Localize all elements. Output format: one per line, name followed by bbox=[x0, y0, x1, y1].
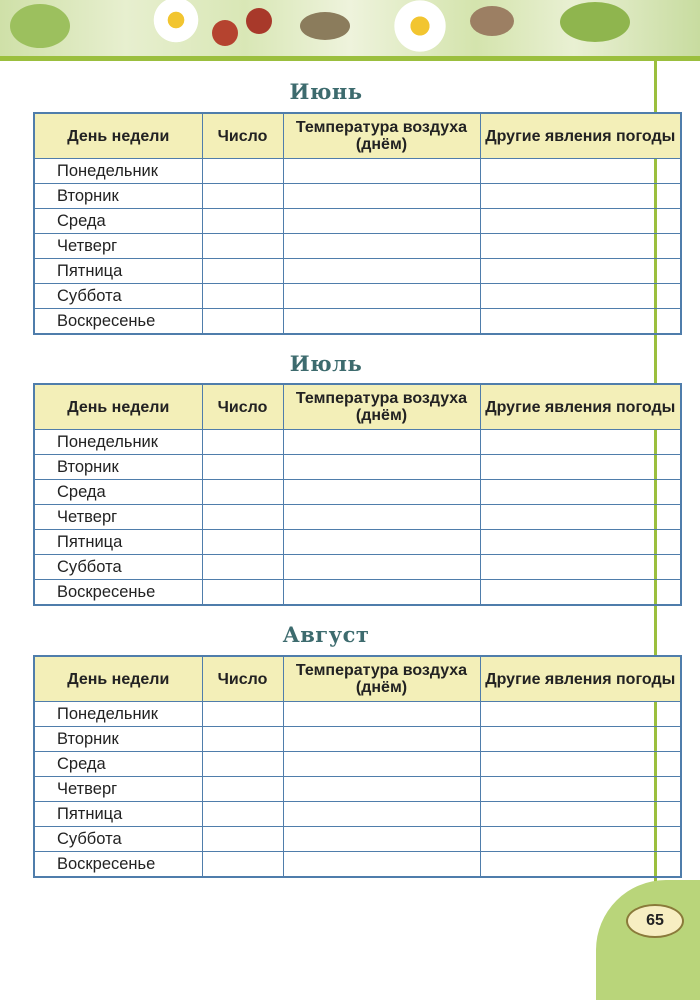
table-row bbox=[34, 802, 681, 827]
table-row bbox=[34, 159, 681, 184]
temperature-cell[interactable] bbox=[283, 827, 480, 852]
column-header-day: День недели bbox=[34, 384, 202, 430]
table-row bbox=[34, 827, 681, 852]
table-row bbox=[34, 455, 681, 480]
number-cell[interactable] bbox=[202, 184, 283, 209]
temperature-cell[interactable] bbox=[283, 309, 480, 335]
other-cell[interactable] bbox=[480, 777, 681, 802]
temperature-cell[interactable] bbox=[283, 555, 480, 580]
number-cell[interactable] bbox=[202, 430, 283, 455]
table-row bbox=[34, 259, 681, 284]
column-header-number: Число bbox=[202, 384, 283, 430]
butterfly-image bbox=[470, 6, 514, 36]
number-cell[interactable] bbox=[202, 752, 283, 777]
table-row bbox=[34, 209, 681, 234]
column-header-temperature: Температура воздуха (днём) bbox=[283, 113, 480, 159]
column-header-day: День недели bbox=[34, 656, 202, 702]
day-cell: Среда bbox=[34, 209, 202, 234]
table-row bbox=[34, 702, 681, 727]
day-cell: Понедельник bbox=[34, 159, 202, 184]
page-corner-decoration bbox=[596, 880, 700, 1000]
table-row bbox=[34, 505, 681, 530]
table-row bbox=[34, 852, 681, 878]
temperature-cell[interactable] bbox=[283, 209, 480, 234]
daisy-flower-image bbox=[150, 0, 202, 46]
number-cell[interactable] bbox=[202, 159, 283, 184]
temperature-cell[interactable] bbox=[283, 852, 480, 878]
column-header-other: Другие явления погоды bbox=[480, 656, 681, 702]
day-cell: Четверг bbox=[34, 777, 202, 802]
decorative-nature-banner bbox=[0, 0, 700, 58]
day-cell: Пятница bbox=[34, 530, 202, 555]
column-header-number: Число bbox=[202, 656, 283, 702]
temperature-cell[interactable] bbox=[283, 159, 480, 184]
temperature-cell[interactable] bbox=[283, 505, 480, 530]
number-cell[interactable] bbox=[202, 852, 283, 878]
day-cell: Четверг bbox=[34, 505, 202, 530]
number-cell[interactable] bbox=[202, 209, 283, 234]
temperature-cell[interactable] bbox=[283, 480, 480, 505]
number-cell[interactable] bbox=[202, 234, 283, 259]
temperature-cell[interactable] bbox=[283, 184, 480, 209]
day-cell: Понедельник bbox=[34, 702, 202, 727]
table-row bbox=[34, 234, 681, 259]
table-row bbox=[34, 480, 681, 505]
table-row bbox=[34, 727, 681, 752]
day-cell: Суббота bbox=[34, 284, 202, 309]
other-cell[interactable] bbox=[480, 284, 681, 309]
raspberry-image bbox=[246, 8, 272, 34]
other-cell[interactable] bbox=[480, 480, 681, 505]
table-row bbox=[34, 555, 681, 580]
day-cell: Суббота bbox=[34, 555, 202, 580]
raspberry-image bbox=[212, 20, 238, 46]
number-cell[interactable] bbox=[202, 284, 283, 309]
bird-image bbox=[300, 12, 350, 40]
column-header-other: Другие явления погоды bbox=[480, 113, 681, 159]
other-cell[interactable] bbox=[480, 309, 681, 335]
day-cell: Пятница bbox=[34, 802, 202, 827]
temperature-cell[interactable] bbox=[283, 234, 480, 259]
leaf-image bbox=[10, 4, 70, 48]
other-cell[interactable] bbox=[480, 580, 681, 606]
number-cell[interactable] bbox=[202, 777, 283, 802]
day-cell: Среда bbox=[34, 480, 202, 505]
table-row bbox=[34, 309, 681, 335]
table-row bbox=[34, 430, 681, 455]
page-number: 65 bbox=[626, 904, 684, 938]
table-header-row bbox=[34, 656, 681, 702]
temperature-cell[interactable] bbox=[283, 530, 480, 555]
table-row bbox=[34, 580, 681, 606]
number-cell[interactable] bbox=[202, 580, 283, 606]
banner-divider bbox=[0, 56, 700, 61]
day-cell: Вторник bbox=[34, 727, 202, 752]
day-cell: Воскресенье bbox=[34, 852, 202, 878]
other-cell[interactable] bbox=[480, 752, 681, 777]
other-cell[interactable] bbox=[480, 430, 681, 455]
other-cell[interactable] bbox=[480, 505, 681, 530]
number-cell[interactable] bbox=[202, 455, 283, 480]
day-cell: Четверг bbox=[34, 234, 202, 259]
column-header-temperature: Температура воздуха (днём) bbox=[283, 384, 480, 430]
other-cell[interactable] bbox=[480, 802, 681, 827]
table-row bbox=[34, 184, 681, 209]
weather-table-june bbox=[33, 112, 682, 335]
weather-table-july bbox=[33, 383, 682, 606]
number-cell[interactable] bbox=[202, 802, 283, 827]
other-cell[interactable] bbox=[480, 234, 681, 259]
table-row bbox=[34, 530, 681, 555]
table-row bbox=[34, 752, 681, 777]
day-cell: Вторник bbox=[34, 184, 202, 209]
number-cell[interactable] bbox=[202, 309, 283, 335]
number-cell[interactable] bbox=[202, 530, 283, 555]
other-cell[interactable] bbox=[480, 159, 681, 184]
day-cell: Воскресенье bbox=[34, 580, 202, 606]
column-header-temperature: Температура воздуха (днём) bbox=[283, 656, 480, 702]
temperature-cell[interactable] bbox=[283, 802, 480, 827]
number-cell[interactable] bbox=[202, 480, 283, 505]
table-header-row bbox=[34, 384, 681, 430]
other-cell[interactable] bbox=[480, 702, 681, 727]
other-cell[interactable] bbox=[480, 852, 681, 878]
day-cell: Понедельник bbox=[34, 430, 202, 455]
table-row bbox=[34, 284, 681, 309]
temperature-cell[interactable] bbox=[283, 455, 480, 480]
weather-table-august bbox=[33, 655, 682, 878]
number-cell[interactable] bbox=[202, 827, 283, 852]
month-title-june: Июнь bbox=[289, 79, 363, 104]
other-cell[interactable] bbox=[480, 259, 681, 284]
daisy-flower-image bbox=[390, 0, 450, 56]
other-cell[interactable] bbox=[480, 727, 681, 752]
other-cell[interactable] bbox=[480, 455, 681, 480]
column-header-other: Другие явления погоды bbox=[480, 384, 681, 430]
number-cell[interactable] bbox=[202, 259, 283, 284]
temperature-cell[interactable] bbox=[283, 777, 480, 802]
column-header-day: День недели bbox=[34, 113, 202, 159]
number-cell[interactable] bbox=[202, 505, 283, 530]
temperature-cell[interactable] bbox=[283, 580, 480, 606]
table-header-row bbox=[34, 113, 681, 159]
other-cell[interactable] bbox=[480, 827, 681, 852]
temperature-cell[interactable] bbox=[283, 752, 480, 777]
day-cell: Пятница bbox=[34, 259, 202, 284]
column-header-number: Число bbox=[202, 113, 283, 159]
month-title-july: Июль bbox=[289, 351, 363, 376]
month-title-august: Август bbox=[282, 622, 370, 647]
number-cell[interactable] bbox=[202, 555, 283, 580]
temperature-cell[interactable] bbox=[283, 430, 480, 455]
table-row bbox=[34, 777, 681, 802]
number-cell[interactable] bbox=[202, 727, 283, 752]
temperature-cell[interactable] bbox=[283, 702, 480, 727]
leaf-image bbox=[560, 2, 630, 42]
other-cell[interactable] bbox=[480, 530, 681, 555]
other-cell[interactable] bbox=[480, 209, 681, 234]
day-cell: Среда bbox=[34, 752, 202, 777]
temperature-cell[interactable] bbox=[283, 259, 480, 284]
other-cell[interactable] bbox=[480, 555, 681, 580]
day-cell: Суббота bbox=[34, 827, 202, 852]
other-cell[interactable] bbox=[480, 184, 681, 209]
temperature-cell[interactable] bbox=[283, 284, 480, 309]
day-cell: Воскресенье bbox=[34, 309, 202, 335]
number-cell[interactable] bbox=[202, 702, 283, 727]
day-cell: Вторник bbox=[34, 455, 202, 480]
temperature-cell[interactable] bbox=[283, 727, 480, 752]
